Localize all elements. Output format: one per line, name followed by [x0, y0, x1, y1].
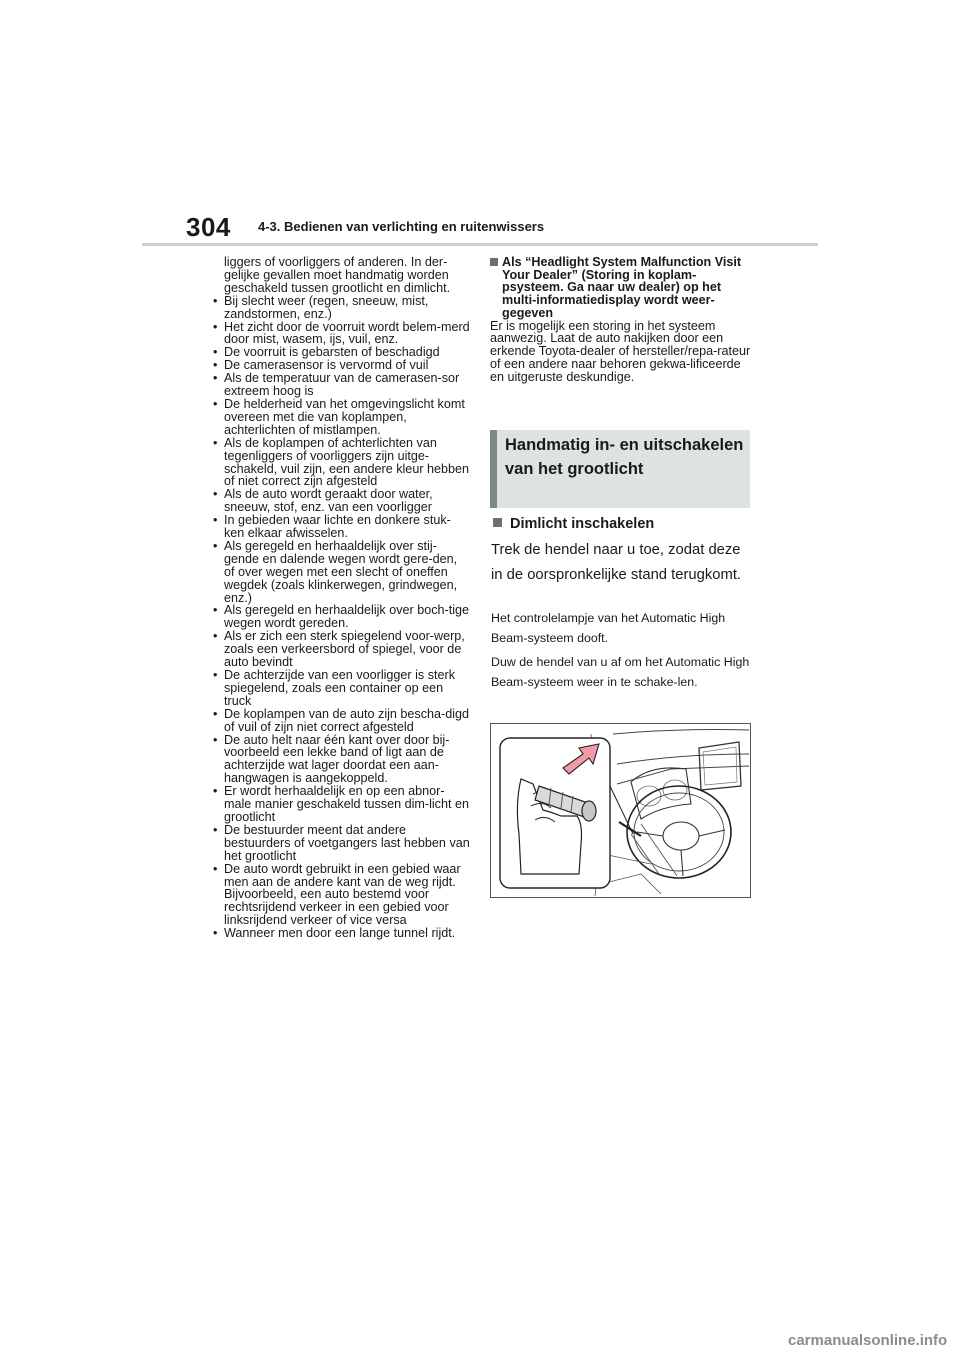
square-bullet-icon: [493, 518, 502, 527]
condition-list: [208, 295, 470, 940]
note-paragraph: Het controlelampje van het Automatic High Beam-systeem dooft.: [491, 611, 726, 645]
warning-title-text: Als “Headlight System Malfunction Visit Your Dealer” (Storing in koplam-psysteem. Ga naar uw dealer) op het multi-informatiedisplay wordt weer-gegeven: [502, 255, 742, 320]
list-item: • In gebieden waar lichte en donkere stuk-ken elkaar afwisselen.: [208, 514, 470, 540]
topic-title: Handmatig in- en uitschakelen van het grootlicht: [505, 436, 744, 478]
list-item: • De koplampen van de auto zijn bescha-digd of vuil of zijn niet correct afgesteld: [208, 708, 470, 734]
list-item: • Het zicht door de voorruit wordt belem-merd door mist, wasem, ijs, vuil, enz.: [208, 321, 470, 347]
list-item: • Als de temperatuur van de camerasen-sor extreem hoog is: [208, 372, 470, 398]
lever-illustration: [490, 723, 751, 898]
section-header: 4-3. Bedienen van verlichting en ruitenwissers: [258, 219, 545, 234]
list-item: • Bij slecht weer (regen, sneeuw, mist, zandstormen, enz.): [208, 295, 470, 321]
page-number: 304: [186, 212, 231, 242]
list-item: • De voorruit is gebarsten of beschadigd: [208, 346, 470, 359]
watermark: carmanualsonline.info: [788, 1332, 948, 1349]
list-item: • Wanneer men door een lange tunnel rijdt.: [208, 927, 470, 940]
list-item: • Als er zich een sterk spiegelend voor-werp, zoals een verkeersbord of spiegel, voor de auto bevindt: [208, 630, 470, 669]
list-item: • De camerasensor is vervormd of vuil: [208, 359, 470, 372]
right-column: [490, 256, 756, 384]
header-rule: [142, 243, 818, 246]
warning-body: Er is mogelijk een storing in het systeem aanwezig. Laat de auto nakijken door een erkende Toyota-dealer of hersteller/repa-rateur of een andere naar behoren gekwa-lificeerde en uitgeruste deskundige.: [490, 318, 751, 385]
list-item: • De auto wordt gebruikt in een gebied waar men aan de andere kant van de weg rijdt. Bijvoorbeeld, een auto bestemd voor rechtsrijdend verkeer in een gebied voor linksrijdend verkeer of vice versa: [208, 863, 470, 928]
subheading-text: Dimlicht inschakelen: [510, 516, 655, 532]
list-item: • Er wordt herhaaldelijk en op een abnor-male manier geschakeld tussen dim-licht en grootlicht: [208, 785, 470, 824]
topic-accent-bar: [490, 430, 497, 508]
list-item: • De bestuurder meent dat andere bestuurders of voetgangers last hebben van het grootlicht: [208, 824, 470, 863]
list-item: • De achterzijde van een voorligger is sterk spiegelend, zoals een container op een truck: [208, 669, 470, 708]
lever-illustration-drawing: [491, 724, 750, 897]
warning-title: [490, 256, 756, 320]
subheading: [493, 516, 654, 532]
left-column: [208, 256, 470, 940]
square-bullet-icon: [490, 258, 498, 266]
list-item: • Als geregeld en herhaaldelijk over stij-gende en dalende wegen wordt gere-den, of over wegen met een slecht of oneffen wegdek (zoals klinkerwegen, grindwegen, enz.): [208, 540, 470, 605]
list-item: • De auto helt naar één kant over door bij-voorbeeld een lekke band of ligt aan de achterzijde wat lager doordat een aan-hangwagen is aangekoppeld.: [208, 734, 470, 786]
list-item: • Als de koplampen of achterlichten van tegenliggers of voorliggers zijn uitge-schakeld, vuil zijn, een andere kleur hebben of niet correct zijn afgesteld: [208, 437, 470, 489]
intro-paragraph: liggers of voorliggers of anderen. In der-gelijke gevallen moet handmatig worden geschakeld tussen grootlicht en dimlicht.: [224, 255, 451, 295]
list-item: • De helderheid van het omgevingslicht komt overeen met die van koplampen, achterlichten of mistlampen.: [208, 398, 470, 437]
note-paragraph: Duw de hendel van u af om het Automatic High Beam-systeem weer in te schake-len.: [491, 655, 750, 689]
list-item: • Als de auto wordt geraakt door water, sneeuw, stof, enz. van een voorligger: [208, 488, 470, 514]
instruction-text: Trek de hendel naar u toe, zodat deze in de oorspronkelijke stand terugkomt.: [491, 542, 742, 583]
list-item: • Als geregeld en herhaaldelijk over boch-tige wegen wordt gereden.: [208, 604, 470, 630]
topic-heading-box: [490, 430, 750, 508]
